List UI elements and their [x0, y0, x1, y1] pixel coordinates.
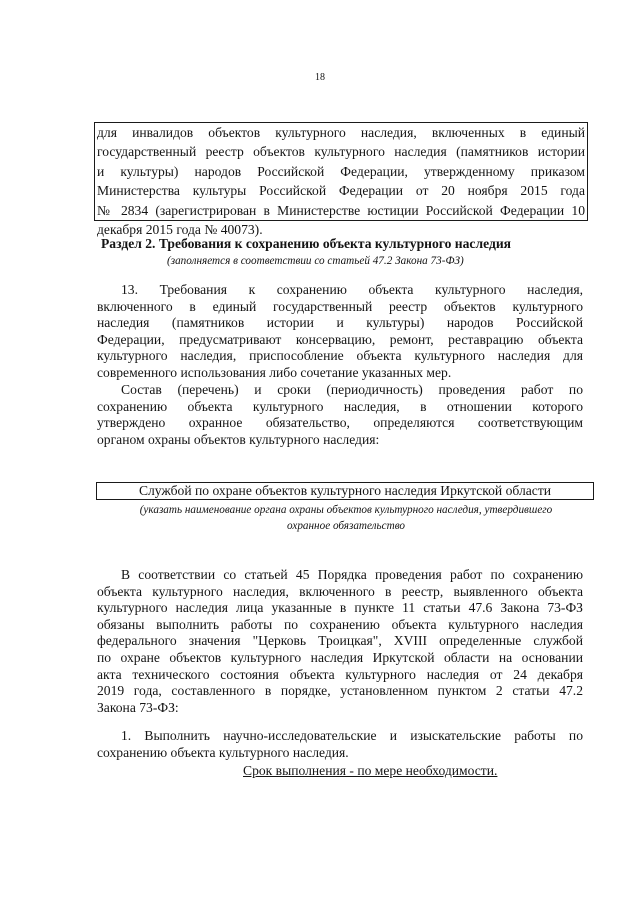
paragraph-13 [97, 282, 583, 382]
text-line: акта технического состояния объекта культурного наследия от 24 декабря [97, 666, 583, 682]
text-line: утверждено охранное обязательство, определяются соответствующим [97, 415, 583, 431]
text-line: Закона 73-ФЗ: [97, 699, 179, 715]
text-line: по охране объектов культурного наследия Иркутской области на основании [97, 649, 583, 665]
text-line: В соответствии со статьей 45 Порядка проведения работ по сохранению [121, 567, 583, 582]
text-line: культурного наследия лица указанные в пункте 11 статьи 47.6 Закона 73-ФЗ [97, 600, 583, 616]
section-title: Раздел 2. Требования к сохранению объекта культурного наследия [101, 236, 512, 251]
text-line: 1. Выполнить научно-исследовательские и изыскательские работы по [121, 728, 583, 743]
note-line: охранное обязательство [286, 520, 405, 532]
text-line: культурного наследия, приспособление объекта культурного наследия для [97, 348, 583, 364]
text-line: и культуры) народов Российской Федерации, утвержденному приказом [97, 163, 585, 179]
text-line: федерального значения "Церковь Троицкая", XVIII определенные службой [97, 633, 583, 649]
text-line: № 2834 (зарегистрирован в Министерстве юстиции Российской Федерации 10 [97, 202, 585, 218]
section-note: (заполняется в соответствии со статьей 47.2 Закона 73-ФЗ) [167, 255, 464, 267]
text-line: включенного в единый государственный реестр объектов культурного [97, 298, 583, 314]
text-line: Министерства культуры Российской Федерации от 20 ноября 2015 года [97, 183, 585, 199]
text-line: Федерации, предусматривают консервацию, ремонт, реставрацию объекта [97, 331, 583, 347]
authority-note [96, 502, 596, 534]
note-line: (указать наименование органа охраны объектов культурного наследия, утвердившего [139, 504, 553, 516]
bordered-text-block [94, 122, 588, 237]
text-line: объекта культурного наследия, включенного в реестр, выявленного объекта [97, 583, 583, 599]
text-line: сохранению объекта культурного наследия. [97, 744, 349, 760]
text-line: 2019 года, составленного в порядке, установленном пунктом 2 статьи 47.2 [97, 683, 583, 699]
paragraph-composition [97, 382, 583, 448]
text-line: обязаны выполнить работы по сохранению объекта культурного наследия [97, 616, 583, 632]
text-line: для инвалидов объектов культурного наследия, включенных в единый [97, 125, 585, 140]
item-1 [97, 728, 583, 761]
text-line: наследия (памятников истории и культуры) народов Российской [97, 315, 583, 331]
text-line: современного использования либо сочетание указанных мер. [97, 364, 452, 380]
text-line: 13. Требования к сохранению объекта культурного наследия, [121, 282, 583, 297]
authority-name-box: Службой по охране объектов культурного наследия Иркутской области [96, 482, 594, 500]
deadline-text: Срок выполнения - по мере необходимости. [243, 763, 498, 778]
text-line: сохранению объекта культурного наследия, в отношении которого [97, 398, 583, 414]
page-number: 18 [315, 72, 325, 83]
paragraph-article-45 [97, 567, 583, 716]
text-line: Состав (перечень) и сроки (периодичность) проведения работ по [121, 382, 583, 397]
text-line: декабря 2015 года № 40073). [97, 221, 263, 237]
text-line: государственный реестр объектов культурного наследия (памятников истории [97, 144, 585, 160]
text-line: органом охраны объектов культурного наследия: [97, 431, 380, 447]
